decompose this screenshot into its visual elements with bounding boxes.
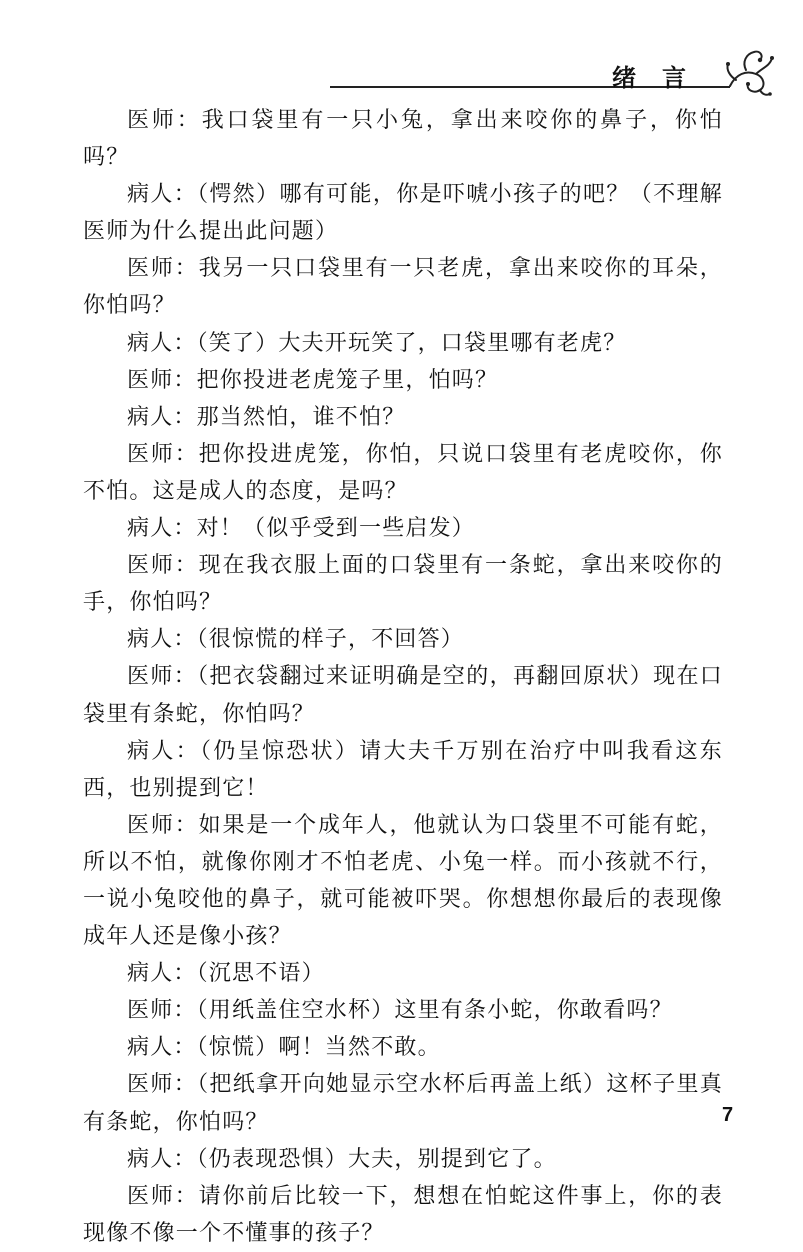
dialogue-line xyxy=(83,733,723,807)
speaker-label: 病人： xyxy=(127,404,197,430)
speaker-label: 医师： xyxy=(127,812,199,838)
dialogue-line xyxy=(83,1029,723,1066)
dialogue-text: （愕然）哪有可能，你是吓唬小孩子的吧？（不理解医师为什么提出此问题） xyxy=(83,182,723,245)
speaker-label: 医师： xyxy=(127,441,199,467)
speaker-label: 医师： xyxy=(127,553,199,579)
dialogue-line xyxy=(83,399,723,436)
dialogue-line xyxy=(83,250,723,324)
dialogue-line xyxy=(83,510,723,547)
dialogue-text: 对！（似乎受到一些启发） xyxy=(196,516,476,542)
dialogue-line xyxy=(83,102,723,176)
dialogue-text: （很惊慌的样子，不回答） xyxy=(196,627,465,653)
dialogue-text: 我另一只口袋里有一只老虎，拿出来咬你的耳朵，你怕吗？ xyxy=(83,256,723,319)
dialogue-text: （把纸拿开向她显示空水杯后再盖上纸）这杯子里真有条蛇，你怕吗？ xyxy=(83,1072,723,1135)
dialogue-line xyxy=(83,658,723,732)
speaker-label: 病人： xyxy=(127,1146,197,1172)
speaker-label: 病人： xyxy=(127,330,197,356)
dialogue-text: （用纸盖住空水杯）这里有条小蛇，你敢看吗？ xyxy=(196,998,673,1024)
speaker-label: 医师： xyxy=(127,1183,199,1209)
dialogue-text: 现在我衣服上面的口袋里有一条蛇，拿出来咬你的手，你怕吗？ xyxy=(83,553,723,616)
speaker-label: 医师： xyxy=(127,664,198,690)
dialogue-line xyxy=(83,362,723,399)
speaker-label: 医师： xyxy=(127,108,202,133)
dialogue-line xyxy=(83,992,723,1029)
speaker-label: 病人： xyxy=(127,961,197,987)
dialogue-line xyxy=(83,1141,723,1178)
dialogue-line xyxy=(83,176,723,250)
dialogue-text: 如果是一个成年人，他就认为口袋里不可能有蛇，所以不怕，就像你刚才不怕老虎、小兔一样。而小孩就不行，一说小兔咬他的鼻子，就可能被吓哭。你想想你最后的表现像成年人还是像小孩？ xyxy=(83,812,723,950)
dialogue-line xyxy=(83,547,723,621)
speaker-label: 病人： xyxy=(127,1035,197,1061)
dialogue-text: （沉思不语） xyxy=(196,961,325,987)
dialogue-text: （惊慌）啊！当然不敢。 xyxy=(196,1035,441,1061)
dialogue-text: 把你投进老虎笼子里，怕吗？ xyxy=(196,367,499,393)
speaker-label: 病人： xyxy=(127,516,197,542)
dialogue-text: （仍表现恐惧）大夫，别提到它了。 xyxy=(196,1146,557,1172)
dialogue-text: 把你投进虎笼，你怕，只说口袋里有老虎咬你，你不怕。这是成人的态度，是吗？ xyxy=(83,441,723,504)
dialogue-line xyxy=(83,1178,723,1252)
dialogue-line xyxy=(83,621,723,658)
speaker-label: 医师： xyxy=(127,367,197,393)
floral-ornament-icon xyxy=(716,40,776,100)
dialogue-line xyxy=(83,436,723,510)
dialogue-line xyxy=(83,325,723,362)
dialogue-text: （仍呈惊恐状）请大夫千万别在治疗中叫我看这东西，也别提到它！ xyxy=(83,738,723,801)
speaker-label: 医师： xyxy=(127,1072,198,1098)
dialogue-text: 那当然怕，谁不怕？ xyxy=(196,404,406,430)
dialogue-text: 请你前后比较一下，想想在怕蛇这件事上，你的表现像不像一个不懂事的孩子？ xyxy=(83,1183,723,1246)
dialogue-line xyxy=(83,1066,723,1140)
dialogue-line xyxy=(83,955,723,992)
dialogue-text: 我口袋里有一只小兔，拿出来咬你的鼻子，你怕吗？ xyxy=(83,108,723,171)
dialogue-line xyxy=(83,807,723,955)
dialogue-text: （笑了）大夫开玩笑了，口袋里哪有老虎？ xyxy=(196,330,627,356)
running-head xyxy=(0,0,803,110)
speaker-label: 病人： xyxy=(127,738,200,764)
page-number: 7 xyxy=(722,1104,734,1126)
dialogue-body xyxy=(83,102,723,1252)
chapter-title: 绪言 xyxy=(612,63,712,92)
speaker-label: 医师： xyxy=(127,998,197,1024)
speaker-label: 病人： xyxy=(127,182,198,208)
speaker-label: 医师： xyxy=(127,256,199,282)
dialogue-text: （把衣袋翻过来证明确是空的，再翻回原状）现在口袋里有条蛇，你怕吗？ xyxy=(83,664,723,727)
speaker-label: 病人： xyxy=(127,627,197,653)
